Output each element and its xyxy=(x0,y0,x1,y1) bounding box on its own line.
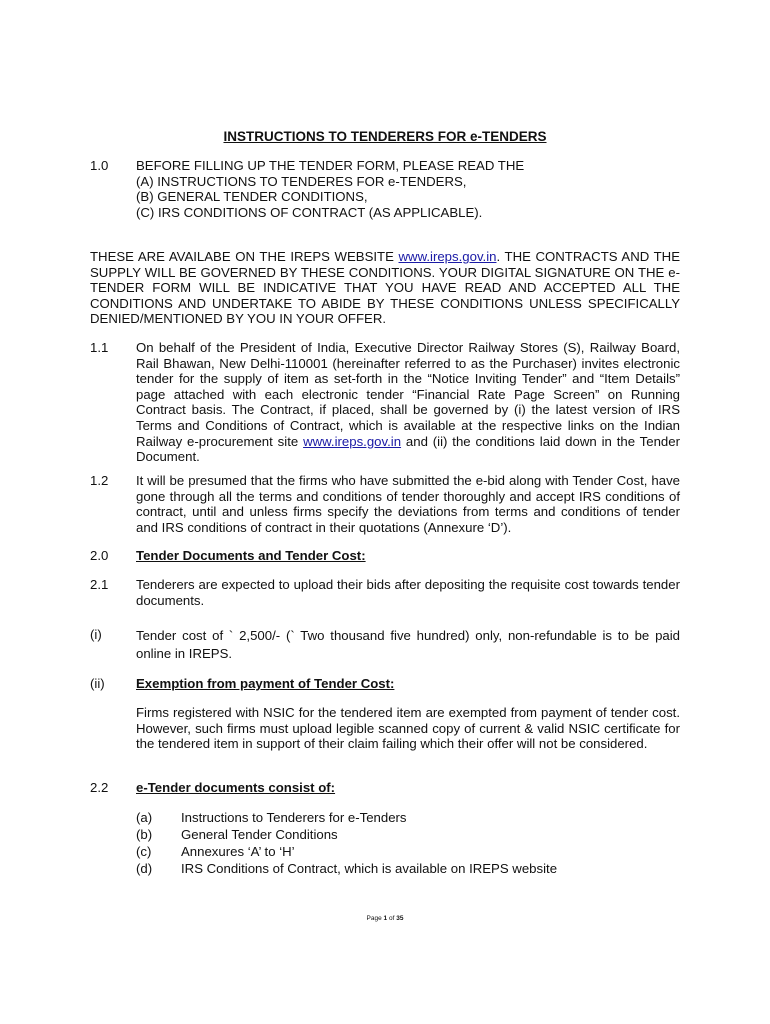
line: (A) INSTRUCTIONS TO TENDERES FOR e-TENDERS, xyxy=(136,173,467,189)
page-footer xyxy=(0,915,770,923)
section-heading: e-Tender documents consist of: xyxy=(136,780,336,795)
section-body: Tenderers are expected to upload their bids after depositing the requisite cost towards tender documents. xyxy=(136,577,680,608)
line: BEFORE FILLING UP THE TENDER FORM, PLEASE READ THE xyxy=(136,158,525,173)
list-label: (d) xyxy=(136,861,153,876)
section-number: 1.1 xyxy=(90,340,109,355)
text: THESE ARE AVAILABE ON THE IREPS WEBSITE xyxy=(90,249,399,264)
section-body xyxy=(136,158,680,220)
text: and (ii) the conditions laid down in the Tender Document. xyxy=(136,433,680,465)
list-text: Instructions to Tenderers for e-Tenders xyxy=(181,810,407,825)
section-number: 2.0 xyxy=(90,548,109,563)
page-number: 1 xyxy=(383,915,388,922)
page-total: 35 xyxy=(396,915,404,922)
line: (B) GENERAL TENDER CONDITIONS, xyxy=(136,189,368,205)
section-number: 2.2 xyxy=(90,780,109,795)
list-label: (a) xyxy=(136,810,153,825)
section-number: 1.0 xyxy=(90,158,109,173)
page-title: INSTRUCTIONS TO TENDERERS FOR e-TENDERS xyxy=(223,129,547,144)
list-label: (b) xyxy=(136,827,153,842)
section-number: 2.1 xyxy=(90,577,109,592)
section-body: Tender cost of ` 2,500/- (` Two thousand five hundred) only, non-refundable is to be paid online in IREPS. xyxy=(136,628,680,661)
ireps-link[interactable]: www.ireps.gov.in xyxy=(303,433,402,449)
list-text: Annexures ‘A’ to ‘H’ xyxy=(181,844,295,859)
text: On behalf of the President of India, Executive Director Railway Stores (S), Railway Board, Rail Bhawan, New Delhi-110001 (hereinafter referred to as the Purchaser) invites electronic tender for the supply of item as set-forth in the “Notice Inviting Tender” and “Item Details” page attached with each electronic tender “Financial Rate Page Screen” on Running Contract basis. The Contract, if placed, shall be governed by (i) the latest version of IRS Terms and Conditions of Contract, which is available at the respective links on the Indian Railway e-procurement site xyxy=(136,340,680,449)
list-text: General Tender Conditions xyxy=(181,827,338,842)
section-body xyxy=(136,340,680,465)
text: . THE CONTRACTS AND THE SUPPLY WILL BE GOVERNED BY THESE CONDITIONS. YOUR DIGITAL SIGNATURE ON THE e-TENDER FORM WILL BE INDICATIVE THAT YOU HAVE READ AND ACCEPTED ALL THE CONDITIONS AND UNDERTAKE TO ABIDE BY THESE CONDITIONS UNLESS SPECIFICALLY DENIED/MENTIONED BY YOU IN YOUR OFFER. xyxy=(90,249,681,327)
section-number: 1.2 xyxy=(90,473,109,488)
page-word: Page xyxy=(366,915,382,922)
availability-paragraph xyxy=(90,249,680,327)
list-text: IRS Conditions of Contract, which is available on IREPS website xyxy=(181,861,558,876)
section-body: It will be presumed that the firms who have submitted the e-bid along with Tender Cost, have gone through all the terms and conditions of tender thoroughly and accept IRS conditions of contract, until and unless firms specify the deviations from terms and conditions of tender and IRS conditions of contract in their quotations (Annexure ‘D’). xyxy=(136,473,680,535)
section-heading: Tender Documents and Tender Cost: xyxy=(136,548,366,563)
section-number: (i) xyxy=(90,627,102,642)
section-body: Firms registered with NSIC for the tendered item are exempted from payment of tender cost. However, such firms must upload legible scanned copy of current & valid NSIC certificate for the tendered item in support of their claim failing which their offer will not be considered. xyxy=(136,705,680,752)
list-label: (c) xyxy=(136,844,152,859)
section-number: (ii) xyxy=(90,676,105,691)
line: (C) IRS CONDITIONS OF CONTRACT (AS APPLICABLE). xyxy=(136,204,483,220)
of-word: of xyxy=(388,915,395,922)
section-heading: Exemption from payment of Tender Cost: xyxy=(136,676,395,691)
ireps-link[interactable]: www.ireps.gov.in xyxy=(398,249,497,264)
